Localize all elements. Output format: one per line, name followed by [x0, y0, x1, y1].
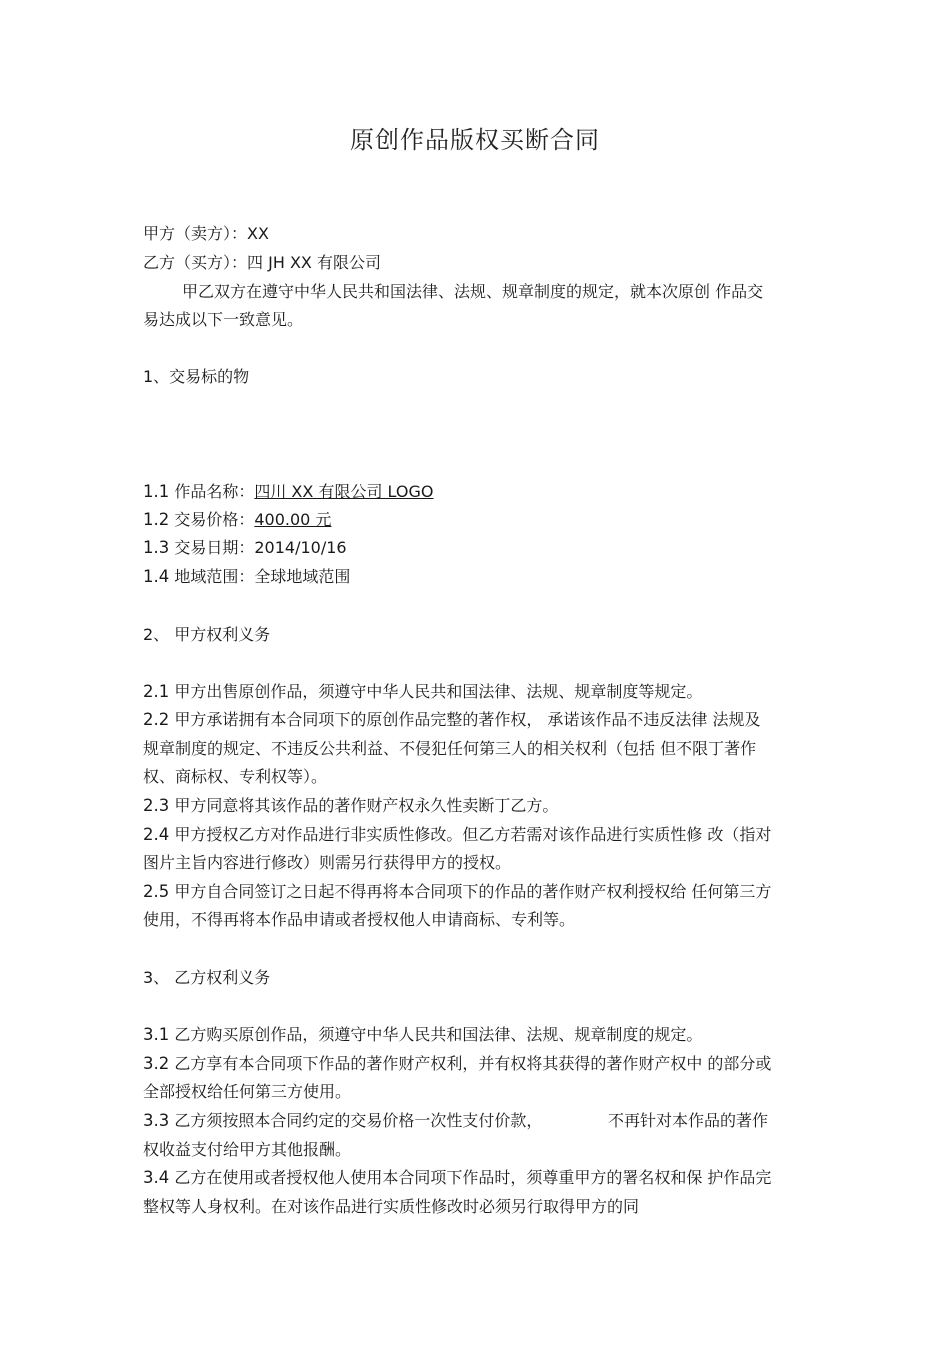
- party-b-value: 四 JH XX 有限公司: [247, 253, 381, 272]
- party-a-label: 甲方（卖方）：: [143, 224, 248, 243]
- para-3-3-line-2: 权收益支付给甲方其他报酬。: [143, 1140, 352, 1159]
- para-3-2-text: 乙方享有本合同项下作品的著作财产权利，并有权将其获得的著作财产权中 的部分或: [169, 1054, 772, 1073]
- para-2-2-num: 2.2: [143, 710, 170, 729]
- para-3-3-text-a: 乙方须按照本合同约定的交易价格一次性支付价款，: [169, 1111, 543, 1130]
- item-1-1-value: 四川 XX 有限公司 LOGO: [254, 482, 434, 501]
- para-3-2-line-1: [143, 1054, 771, 1074]
- para-2-4-num: 2.4: [143, 825, 170, 844]
- item-1-4-num: 1.4: [143, 567, 170, 586]
- para-3-2-line-2: 全部授权给任何第三方使用。: [143, 1082, 352, 1101]
- item-1-3-num: 1.3: [143, 538, 170, 557]
- para-2-1-num: 2.1: [143, 682, 170, 701]
- intro-line-2: 易达成以下一致意见。: [143, 310, 304, 329]
- para-2-5-num: 2.5: [143, 882, 170, 901]
- party-a-value: XX: [247, 224, 269, 243]
- para-2-5-text: 甲方自合同签订之日起不得再将本合同项下的作品的著作财产权利授权给 任何第三方: [169, 882, 772, 901]
- section3-heading: 3、 乙方权利义务: [143, 968, 271, 987]
- para-2-3-num: 2.3: [143, 796, 170, 815]
- para-2-5-line-1: [143, 882, 771, 902]
- para-3-4-num: 3.4: [143, 1168, 170, 1187]
- intro-line-1: 甲乙双方在遵守中华人民共和国法律、法规、规章制度的规定，就本次原创 作品交: [182, 282, 764, 301]
- document-title: 原创作品版权买断合同: [350, 126, 600, 154]
- para-2-2-line-2: 规章制度的规定、不违反公共利益、不侵犯任何第三人的相关权利（包括 但不限丁著作: [143, 739, 757, 758]
- para-3-1-num: 3.1: [143, 1025, 170, 1044]
- para-2-5-line-2: 使用，不得再将本作品申请或者授权他人申请商标、专利等。: [143, 910, 576, 929]
- item-1-3-value: 2014/10/16: [254, 538, 347, 557]
- item-1-4: [143, 567, 350, 587]
- para-2-4-line-1: [143, 825, 771, 845]
- para-2-4-line-2: 图片主旨内容进行修改）则需另行获得甲方的授权。: [143, 853, 512, 872]
- para-3-4-line-2: 整权等人身权利。在对该作品进行实质性修改时必须另行取得甲方的同: [143, 1197, 640, 1216]
- item-1-1: [143, 482, 433, 502]
- para-2-3-text: 甲方同意将其该作品的著作财产权永久性卖断丁乙方。: [169, 796, 559, 815]
- party-b-line: [143, 253, 381, 273]
- item-1-2-num: 1.2: [143, 510, 170, 529]
- para-3-2-num: 3.2: [143, 1054, 170, 1073]
- para-2-2-text: 甲方承诺拥有本合同项下的原创作品完整的著作权， 承诺该作品不违反法律 法规及: [169, 710, 761, 729]
- para-2-3: [143, 796, 558, 816]
- para-3-3-line-1: [143, 1111, 542, 1131]
- item-1-2: [143, 510, 331, 530]
- para-2-1: [143, 682, 702, 702]
- item-1-3: [143, 538, 347, 558]
- item-1-1-num: 1.1: [143, 482, 170, 501]
- para-3-4-line-1: [143, 1168, 771, 1188]
- item-1-2-label: 交易价格：: [169, 510, 255, 529]
- para-3-4-text: 乙方在使用或者授权他人使用本合同项下作品时，须尊重甲方的署名权和保 护作品完: [169, 1168, 772, 1187]
- para-2-4-text: 甲方授权乙方对作品进行非实质性修改。但乙方若需对该作品进行实质性修 改（指对: [169, 825, 772, 844]
- para-3-3-text-b: 不再针对本作品的著作: [608, 1111, 769, 1130]
- item-1-2-value: 400.00 元: [254, 510, 332, 529]
- item-1-1-label: 作品名称：: [169, 482, 255, 501]
- para-3-3-num: 3.3: [143, 1111, 170, 1130]
- para-3-1-text: 乙方购买原创作品，须遵守中华人民共和国法律、法规、规章制度的规定。: [169, 1025, 703, 1044]
- para-2-2-line-1: [143, 710, 761, 730]
- item-1-4-label: 地域范围：全球地域范围: [169, 567, 351, 586]
- item-1-3-label: 交易日期：: [169, 538, 255, 557]
- section1-heading: 1、交易标的物: [143, 367, 250, 386]
- party-a-line: [143, 224, 269, 244]
- para-2-2-line-3: 权、商标权、专利权等）。: [143, 767, 328, 786]
- party-b-label: 乙方（买方）：: [143, 253, 248, 272]
- para-2-1-text: 甲方出售原创作品，须遵守中华人民共和国法律、法规、规章制度等规定。: [169, 682, 703, 701]
- para-3-1: [143, 1025, 702, 1045]
- section2-heading: 2、 甲方权利义务: [143, 625, 271, 644]
